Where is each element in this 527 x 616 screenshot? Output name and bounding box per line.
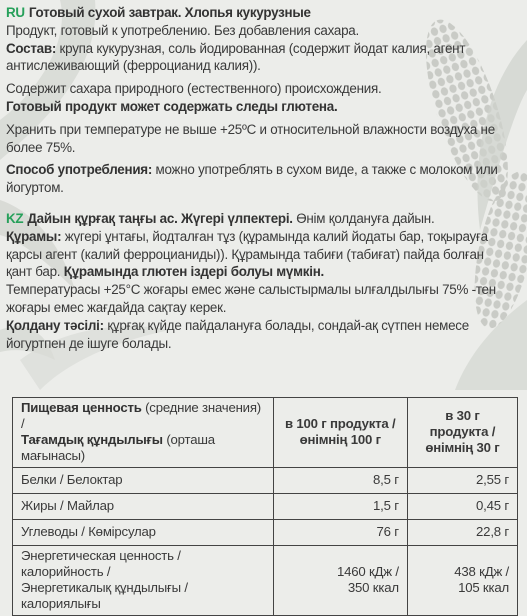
ru-sugar-note: Содержит сахара природного (естественного) происхождения. (6, 81, 382, 97)
energy-per30-line1: 438 кДж / (454, 564, 509, 579)
header-col2-line1: в 100 г продукта / (285, 416, 396, 431)
ru-usage-text1: можно употреблять в сухом виде, а также с молоком или (152, 162, 498, 178)
header-col3-line1: в 30 г продукта / (429, 408, 496, 439)
table-row (13, 494, 518, 520)
ru-title-line (6, 4, 518, 22)
ru-lang-label: RU (6, 5, 25, 20)
ru-composition-label: Состав: (6, 40, 57, 56)
row-name: Углеводы / Көмірсулар (13, 520, 274, 546)
energy-per30-line2: 105 ккал (458, 580, 509, 595)
energy-per100-line1: 1460 кДж / (336, 564, 399, 579)
ru-usage-line2: йогуртом. (6, 180, 64, 196)
header-per-100g (273, 398, 407, 468)
row-per100: 76 г (273, 520, 407, 546)
kz-storage-line2: жоғары емес жағдайда сақтау керек. (6, 299, 227, 315)
kz-composition-line2: қарсы агент (калий ферроцианиды)). Құрамында табиғи (табиғат) пайда болған (6, 246, 484, 262)
kz-usage-text1: құрғақ күйде пайдалануға болады, сондай-ақ сүтпен немесе (103, 317, 469, 333)
kz-lang-label: KZ (6, 210, 24, 226)
product-text (6, 4, 518, 352)
energy-per100-line2: 350 ккал (347, 580, 399, 595)
kz-composition-line1 (6, 228, 518, 246)
table-row-energy (13, 546, 518, 616)
header-col1-bold1: Пищевая ценность (21, 400, 142, 415)
kz-usage-label: Қолдану тәсілі: (6, 317, 104, 333)
header-nutrition-value (13, 398, 274, 468)
kz-usage-line2: йогуртпен де ішуге болады. (6, 335, 172, 351)
ru-usage-line1 (6, 161, 518, 179)
nutrition-table (12, 397, 518, 616)
kz-title-rest: Өнім қолдануға дайын. (292, 210, 435, 226)
header-per-30g (407, 398, 517, 468)
header-col2-line2: өнімнің 100 г (299, 432, 381, 447)
energy-per30 (407, 546, 517, 616)
ru-gluten-note: Готовый продукт может содержать следы глютена. (6, 98, 338, 114)
energy-per100 (273, 546, 407, 616)
row-name: Жиры / Майлар (13, 494, 274, 520)
ru-composition-text1: крупа кукурузная, соль йодированная (содержит йодат калия, агент (56, 40, 466, 56)
row-name: Белки / Белоктар (13, 468, 274, 494)
kz-title: Дайын құрғақ таңғы ас. Жүгері үлпектері. (27, 210, 293, 226)
kz-title-line (6, 210, 518, 228)
row-per30: 0,45 г (407, 494, 517, 520)
header-col1-bold2: Тағамдық құндылығы (21, 432, 163, 447)
table-row (13, 468, 518, 494)
kz-composition-text1: жүгері ұнтағы, йодталған тұз (құрамында калий йодаты бар, тоқырауға (61, 228, 488, 244)
row-per100: 1,5 г (273, 494, 407, 520)
nutrition-table-header (13, 398, 518, 468)
ru-title: Готовый сухой завтрак. Хлопья кукурузные (28, 5, 311, 20)
row-per30: 22,8 г (407, 520, 517, 546)
ru-storage-line1: Хранить при температуре не выше +25ºС и относительной влажности воздуха не (6, 121, 495, 137)
header-col3-line2: өнімнің 30 г (425, 440, 500, 455)
kz-composition-label: Құрамы: (6, 228, 62, 244)
ru-line1: Продукт, готовый к употреблению. Без добавления сахара. (6, 22, 359, 38)
table-row (13, 520, 518, 546)
kz-gluten-note: Құрамында глютен іздері болуы мүмкін. (63, 264, 325, 280)
ru-composition-line2: антислеживающий (ферроцианид калия)). (6, 58, 261, 74)
row-per100: 8,5 г (273, 468, 407, 494)
energy-name-line1: Энергетическая ценность / калорийность / (21, 548, 181, 579)
ru-usage-label: Способ употребления: (6, 162, 153, 178)
header-col1-rest2: (орташа мағынасы) (21, 432, 215, 463)
energy-name-line2: Энергетикалық құндылығы / калориялығы (21, 580, 188, 611)
ru-storage-line2: более 75%. (6, 139, 76, 155)
kz-composition-line3 (6, 263, 518, 281)
kz-storage-line1: Температурасы +25°С жоғары емес және салыстырмалы ылғалдылығы 75% -тен (6, 282, 496, 298)
energy-name (13, 546, 274, 616)
kz-composition-text3: қант бар. (6, 264, 64, 280)
kz-usage-line1 (6, 317, 518, 335)
ru-composition-line1 (6, 40, 518, 58)
row-per30: 2,55 г (407, 468, 517, 494)
header-col1-rest1: (средние значения) / (21, 400, 261, 431)
